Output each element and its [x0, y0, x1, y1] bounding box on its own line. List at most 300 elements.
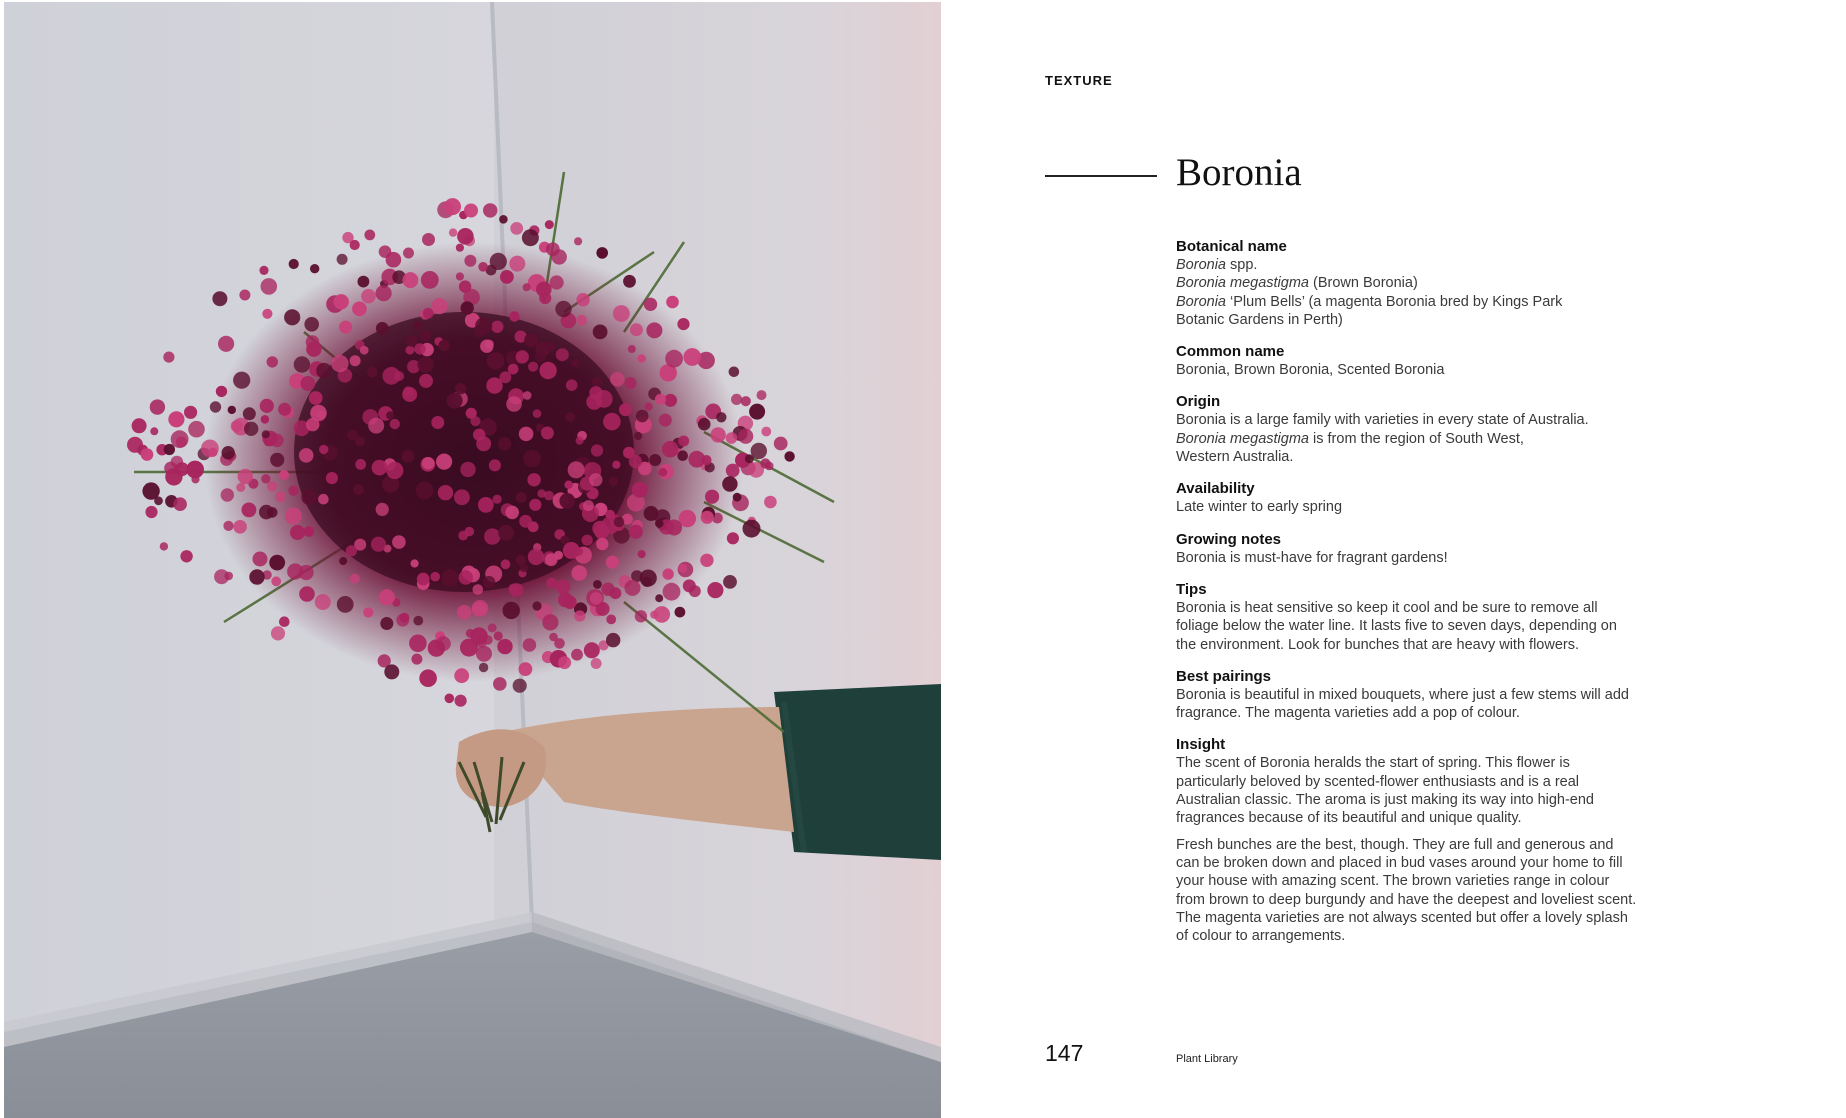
bloom-dot	[563, 542, 580, 559]
bloom-dot	[303, 526, 314, 537]
bloom-dot	[644, 298, 657, 311]
bloom-dot	[655, 519, 664, 528]
bloom-dot	[593, 325, 608, 340]
bloom-dot	[571, 565, 587, 581]
bloom-dot	[346, 545, 357, 556]
bloom-dot	[260, 399, 274, 413]
bloom-dot	[275, 491, 286, 502]
bloom-dot	[488, 623, 497, 632]
bloom-dot	[574, 610, 585, 621]
bloom-dot	[675, 607, 686, 618]
bloom-dot	[262, 309, 272, 319]
bloom-dot	[460, 462, 475, 477]
bloom-dot	[439, 340, 450, 351]
bloom-dot	[421, 271, 439, 289]
boronia-bouquet-illustration	[4, 2, 941, 1118]
bloom-dot	[638, 550, 646, 558]
bloom-dot	[689, 585, 701, 597]
entry-heading: Insight	[1176, 736, 1226, 754]
bloom-dot	[184, 406, 197, 419]
bloom-dot	[655, 594, 663, 602]
bloom-dot	[459, 570, 474, 585]
bloom-dot	[784, 451, 794, 461]
bloom-dot	[208, 448, 217, 457]
bloom-dot	[361, 289, 376, 304]
bloom-dot	[304, 317, 319, 332]
bloom-dot	[545, 220, 554, 229]
bloom-dot	[399, 613, 409, 623]
bloom-dot	[278, 403, 291, 416]
bloom-dot	[636, 410, 649, 423]
bloom-dot	[574, 237, 582, 245]
bloom-dot	[558, 656, 571, 669]
bloom-dot	[223, 521, 233, 531]
entry-heading: Availability	[1176, 480, 1255, 498]
bloom-dot	[500, 270, 514, 284]
bloom-dot	[606, 633, 620, 647]
bloom-dot	[430, 572, 440, 582]
bloom-dot	[727, 532, 739, 544]
bloom-dot	[524, 333, 538, 347]
bloom-dot	[533, 409, 542, 418]
bloom-dot	[269, 555, 285, 571]
bloom-dot	[757, 390, 767, 400]
bloom-dot	[350, 574, 360, 584]
bloom-dot	[501, 559, 511, 569]
bloom-dot	[596, 247, 608, 259]
bloom-dot	[592, 377, 602, 387]
bloom-dot	[464, 204, 478, 218]
bloom-dot	[218, 336, 234, 352]
section-label: TEXTURE	[1045, 73, 1113, 88]
bloom-dot	[529, 499, 541, 511]
entry-heading: Best pairings	[1176, 667, 1272, 685]
entry-text: Late winter to early spring	[1176, 499, 1343, 516]
bloom-dot	[422, 233, 435, 246]
bloom-dot	[334, 294, 349, 309]
bloom-dot	[637, 354, 646, 363]
bloom-dot	[764, 496, 777, 509]
bloom-dot	[623, 275, 636, 288]
bloom-dot	[299, 448, 314, 463]
bloom-dot	[163, 352, 174, 363]
bloom-dot	[454, 489, 470, 505]
bloom-dot	[483, 635, 492, 644]
bloom-dot	[635, 610, 647, 622]
entry-text: Boronia is beautiful in mixed bouquets, where just a few stems will add fragrance. The magenta varieties add a pop of colour.	[1176, 686, 1629, 722]
bloom-dot	[571, 359, 580, 368]
bloom-dot	[634, 432, 642, 440]
bloom-dot	[376, 322, 389, 335]
bloom-dot	[610, 587, 622, 599]
bloom-dot	[528, 362, 538, 372]
bloom-dot	[625, 377, 637, 389]
bloom-dot	[299, 586, 315, 602]
bloom-dot	[455, 695, 467, 707]
bloom-dot	[741, 396, 751, 406]
bloom-dot	[168, 411, 184, 427]
page-title: Boronia	[1176, 151, 1302, 194]
bloom-dot	[171, 430, 189, 448]
bloom-dot	[523, 638, 537, 652]
bloom-dot	[279, 616, 290, 627]
bloom-dot	[216, 386, 227, 397]
bloom-dot	[665, 350, 683, 368]
bloom-dot	[300, 376, 315, 391]
bloom-dot	[537, 489, 546, 498]
bloom-dot	[550, 275, 564, 289]
bloom-dot	[231, 420, 243, 432]
bloom-dot	[586, 394, 602, 410]
bloom-dot	[289, 259, 299, 269]
bloom-dot	[326, 472, 338, 484]
bloom-dot	[628, 345, 636, 353]
bloom-dot	[625, 580, 641, 596]
bloom-dot	[364, 230, 375, 241]
bloom-dot	[212, 291, 227, 306]
entry-growing-notes	[1176, 531, 1696, 567]
bloom-dot	[270, 453, 284, 467]
bloom-dot	[414, 343, 425, 354]
bloom-dot	[261, 474, 270, 483]
entry-text: Boronia is a large family with varieties in every state of Australia. Boronia megastigma is from the region of South West, Western Australia.	[1176, 412, 1589, 466]
bloom-dot	[294, 356, 310, 372]
bloom-dot	[301, 489, 317, 505]
bloom-dot	[632, 482, 648, 498]
bloom-dot	[499, 215, 508, 224]
bloom-dot	[419, 374, 433, 388]
bloom-dot	[726, 432, 738, 444]
bloom-dot	[456, 272, 464, 280]
bloom-dot	[541, 427, 554, 440]
bloom-dot	[473, 584, 484, 595]
bloom-dot	[262, 430, 270, 438]
bloom-dot	[520, 564, 529, 573]
bloom-dot	[493, 495, 502, 504]
bloom-dot	[666, 296, 679, 309]
bloom-dot	[447, 393, 463, 409]
entry-common-name	[1176, 343, 1696, 379]
bloom-dot	[619, 403, 632, 416]
bloom-dot	[472, 602, 487, 617]
bloom-dot	[173, 497, 187, 511]
bloom-dot	[270, 434, 284, 448]
entry-text: Boronia is heat sensitive so keep it cool and be sure to remove all foliage below the water line. It lasts five to seven days, depending on the environment. Look for bunches that are heavy with flowers.	[1176, 599, 1617, 653]
bloom-dot	[127, 437, 143, 453]
bloom-dot	[605, 510, 615, 520]
bloom-dot	[478, 262, 488, 272]
bloom-dot	[613, 305, 630, 322]
bloom-dot	[606, 556, 619, 569]
page-number: 147	[1045, 1040, 1084, 1066]
bloom-dot	[279, 470, 289, 480]
bloom-dot	[339, 557, 347, 565]
bloom-dot	[545, 553, 558, 566]
bloom-dot	[441, 569, 458, 586]
bloom-dot	[350, 240, 360, 250]
bloom-dot	[423, 308, 434, 319]
entry-heading: Tips	[1176, 580, 1207, 598]
bloom-dot	[150, 427, 158, 435]
bloom-dot	[509, 311, 519, 321]
bloom-dot	[436, 454, 452, 470]
bloom-dot	[483, 576, 496, 589]
entry-heading: Common name	[1176, 343, 1285, 361]
bloom-dot	[666, 520, 682, 536]
plant-entries	[1176, 238, 1696, 959]
bloom-dot	[476, 646, 492, 662]
bloom-dot	[394, 371, 404, 381]
bloom-dot	[419, 330, 431, 342]
bloom-dot	[576, 437, 584, 445]
bloom-dot	[509, 256, 525, 272]
bloom-dot	[701, 511, 714, 524]
bloom-dot	[145, 506, 157, 518]
bloom-dot	[413, 321, 423, 331]
bloom-dot	[358, 276, 370, 288]
bloom-dot	[188, 421, 205, 438]
bloom-dot	[290, 525, 305, 540]
bloom-dot	[267, 356, 278, 367]
entry-insight	[1176, 736, 1696, 945]
bloom-dot	[749, 404, 765, 420]
bloom-dot	[487, 352, 505, 370]
bloom-dot	[564, 481, 572, 489]
bloom-dot	[288, 486, 298, 496]
bloom-dot	[726, 464, 740, 478]
bloom-dot	[444, 198, 461, 215]
bloom-dot	[285, 508, 302, 525]
bloom-dot	[422, 457, 434, 469]
bloom-dot	[386, 462, 403, 479]
bloom-dot	[494, 631, 503, 640]
bloom-dot	[483, 203, 497, 217]
bloom-dot	[376, 285, 392, 301]
bloom-dot	[722, 476, 737, 491]
bloom-dot	[678, 564, 687, 573]
bloom-dot	[419, 669, 437, 687]
bloom-dot	[259, 266, 268, 275]
flower-photo	[4, 2, 941, 1118]
bloom-dot	[568, 461, 585, 478]
bloom-dot	[491, 321, 503, 333]
bloom-dot	[455, 383, 466, 394]
bloom-dot	[698, 418, 711, 431]
bloom-dot	[612, 461, 620, 469]
insight-paragraph-2: Fresh bunches are the best, though. They are full and generous and can be broken down and placed in bud vases around your home to fill your house with amazing scent. The brown varieties range in colour from brown to deep burgundy and have the deepest and loveliest scent. The magenta varieties are not always scented but offer a lovely splash of colour to arrangements.	[1176, 836, 1637, 945]
bloom-dot	[436, 636, 451, 651]
entry-heading: Origin	[1176, 393, 1221, 411]
bloom-dot	[233, 372, 250, 389]
bloom-dot	[318, 494, 329, 505]
bloom-dot	[372, 460, 388, 476]
bloom-dot	[287, 563, 303, 579]
bloom-dot	[508, 364, 519, 375]
bloom-dot	[461, 301, 474, 314]
bloom-dot	[761, 427, 771, 437]
bloom-dot	[457, 605, 472, 620]
entry-botanical-name	[1176, 238, 1696, 329]
bloom-dot	[390, 419, 400, 429]
bloom-dot	[249, 569, 264, 584]
bloom-dot	[516, 492, 527, 503]
entry-origin	[1176, 393, 1696, 466]
bloom-dot	[563, 596, 576, 609]
bloom-dot	[438, 485, 453, 500]
bloom-dot	[350, 355, 361, 366]
bloom-dot	[456, 244, 464, 252]
bloom-dot	[546, 578, 557, 589]
bloom-dot	[402, 272, 418, 288]
bloom-dot	[406, 346, 415, 355]
bloom-dot	[306, 342, 321, 357]
bloom-dot	[475, 317, 492, 334]
bloom-dot	[542, 614, 558, 630]
bloom-dot	[164, 444, 175, 455]
bloom-dot	[662, 441, 679, 458]
bloom-dot	[464, 255, 476, 267]
title-rule	[1045, 175, 1157, 177]
bloom-dot	[267, 507, 278, 518]
bloom-dot	[355, 459, 366, 470]
bloom-dot	[565, 412, 575, 422]
bloom-dot	[355, 436, 365, 446]
bloom-dot	[723, 575, 737, 589]
bloom-dot	[554, 638, 565, 649]
bloom-dot	[576, 315, 587, 326]
bloom-dot	[591, 658, 602, 669]
bloom-dot	[503, 602, 520, 619]
bloom-dot	[655, 394, 666, 405]
bloom-dot	[645, 403, 653, 411]
bloom-dot	[522, 229, 539, 246]
entry-heading: Botanical name	[1176, 238, 1287, 255]
entry-heading: Growing notes	[1176, 530, 1281, 548]
bloom-dot	[576, 293, 589, 306]
bloom-dot	[233, 520, 247, 534]
bloom-dot	[331, 355, 348, 372]
bloom-dot	[649, 454, 661, 466]
bloom-dot	[745, 454, 754, 463]
bloom-dot	[352, 302, 367, 317]
bloom-dot	[654, 606, 671, 623]
bloom-dot	[760, 458, 770, 468]
bloom-dot	[310, 264, 319, 273]
bloom-dot	[384, 664, 399, 679]
bloom-dot	[489, 459, 501, 471]
entry-availability	[1176, 480, 1696, 516]
bloom-dot	[160, 542, 168, 550]
bloom-dot	[353, 484, 364, 495]
bloom-dot	[222, 446, 235, 459]
entry-text: Boronia is must-have for fragrant gardens!	[1176, 549, 1448, 566]
bloom-dot	[271, 626, 285, 640]
bloom-dot	[539, 362, 556, 379]
bloom-dot	[360, 346, 369, 355]
bloom-dot	[175, 462, 189, 476]
bloom-dot	[470, 416, 480, 426]
bloom-dot	[571, 649, 583, 661]
bloom-dot	[466, 629, 475, 638]
bloom-dot	[339, 321, 352, 334]
bloom-dot	[555, 301, 571, 317]
bloom-dot	[411, 559, 419, 567]
bloom-dot	[556, 580, 571, 595]
bloom-dot	[582, 535, 593, 546]
bloom-dot	[417, 357, 433, 373]
bloom-dot	[417, 573, 430, 586]
bloom-dot	[743, 520, 761, 538]
bloom-dot	[646, 322, 662, 338]
bloom-dot	[614, 517, 625, 528]
bloom-dot	[519, 515, 532, 528]
bloom-dot	[409, 635, 427, 653]
bloom-dot	[497, 639, 512, 654]
bloom-dot	[379, 589, 395, 605]
bloom-dot	[623, 447, 635, 459]
bloom-dot	[371, 537, 386, 552]
bloom-dot	[337, 596, 354, 613]
bloom-dot	[535, 352, 546, 363]
bloom-dot	[253, 552, 268, 567]
insight-paragraph-1: The scent of Boronia heralds the start of spring. This flower is particularly beloved by scented-flower enthusiasts and is a real Australian classic. The aroma is just making its way into high-end fragrances because of its beautiful and unique quality.	[1176, 755, 1595, 827]
bloom-dot	[244, 422, 258, 436]
bloom-dot	[403, 248, 414, 259]
bloom-dot	[583, 500, 594, 511]
bloom-dot	[284, 309, 300, 325]
bloom-dot	[566, 379, 578, 391]
bloom-dot	[485, 340, 494, 349]
bloom-dot	[150, 399, 165, 414]
bloom-dot	[591, 444, 603, 456]
bloom-dot	[710, 427, 725, 442]
bloom-dot	[368, 418, 384, 434]
bloom-dot	[707, 582, 723, 598]
bloom-dot	[242, 503, 257, 518]
bloom-dot	[733, 493, 742, 502]
bloom-dot	[662, 568, 673, 579]
bloom-dot	[224, 572, 233, 581]
bloom-dot	[658, 468, 667, 477]
bloom-dot	[210, 401, 221, 412]
bloom-dot	[454, 668, 469, 683]
bloom-dot	[392, 535, 406, 549]
bloom-dot	[596, 538, 608, 550]
bloom-dot	[411, 654, 422, 665]
bloom-dot	[228, 406, 236, 414]
bloom-dot	[315, 594, 331, 610]
bloom-dot	[506, 396, 522, 412]
bloom-dot	[457, 228, 474, 245]
bloom-dot	[505, 506, 519, 520]
bloom-dot	[154, 496, 163, 505]
bloom-dot	[644, 506, 659, 521]
bloom-dot	[449, 228, 457, 236]
bloom-dot	[584, 642, 600, 658]
bloom-dot	[532, 601, 541, 610]
bloom-dot	[523, 391, 532, 400]
bloom-dot	[700, 554, 713, 567]
bloom-dot	[606, 615, 616, 625]
bloom-dot	[473, 429, 485, 441]
bloom-dot	[519, 427, 534, 442]
bloom-dot	[238, 469, 253, 484]
bloom-dot	[516, 555, 526, 565]
bloom-dot	[180, 550, 192, 562]
bloom-dot	[603, 413, 621, 431]
entry-text: Boronia, Brown Boronia, Scented Boronia	[1176, 362, 1445, 379]
bloom-dot	[677, 318, 689, 330]
